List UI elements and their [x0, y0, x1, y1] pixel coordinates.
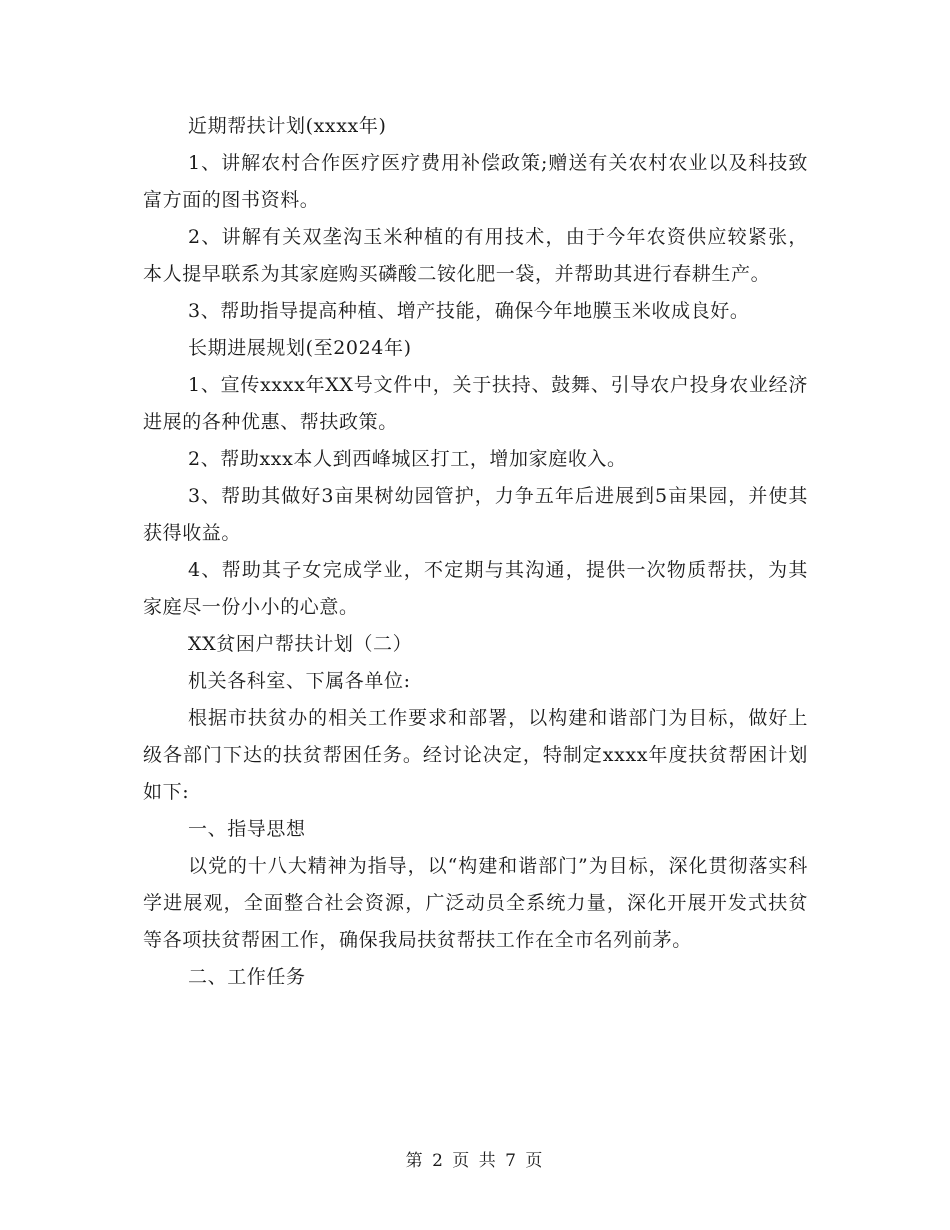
paragraph-heading-short-term-plan: 近期帮扶计划(xxxx年) [188, 115, 387, 137]
paragraph: 根据市扶贫办的相关工作要求和部署，以构建和谐部门为目标，做好上级各部门下达的扶贫帮困任务。经讨论决定，特制定xxxx年度扶贫帮困计划如下: [143, 707, 808, 803]
paragraph: 1、宣传xxxx年XX号文件中，关于扶持、鼓舞、引导农户投身农业经济进展的各种优惠、帮扶政策。 [143, 374, 808, 433]
paragraph: 1、讲解农村合作医疗医疗费用补偿政策;赠送有关农村农业以及科技致富方面的图书资料。 [143, 152, 808, 211]
paragraph: 2、讲解有关双垄沟玉米种植的有用技术，由于今年农资供应较紧张，本人提早联系为其家庭购买磷酸二铵化肥一袋，并帮助其进行春耕生产。 [143, 226, 808, 285]
paragraph: 2、帮助xxx本人到西峰城区打工，增加家庭收入。 [188, 448, 627, 470]
section-heading-work-tasks: 二、工作任务 [188, 966, 306, 988]
paragraph: 以党的十八大精神为指导，以“构建和谐部门”为目标，深化贯彻落实科学进展观，全面整合社会资源，广泛动员全系统力量，深化开展开发式扶贫等各项扶贫帮困工作，确保我局扶贫帮扶工作在全市名列前茅。 [143, 855, 808, 951]
paragraph: 4、帮助其子女完成学业，不定期与其沟通，提供一次物质帮扶，为其家庭尽一份小小的心意。 [143, 559, 808, 618]
paragraph-salutation: 机关各科室、下属各单位: [188, 670, 411, 692]
paragraph: 3、帮助其做好3亩果树幼园管护，力争五年后进展到5亩果园，并使其获得收益。 [143, 485, 808, 544]
document-body [143, 108, 808, 996]
page-number-footer: 第 2 页 共 7 页 [405, 1151, 545, 1171]
paragraph-heading-plan-two: XX贫困户帮扶计划（二） [188, 633, 413, 655]
section-heading-guiding-ideology: 一、指导思想 [188, 818, 306, 840]
paragraph-heading-long-term-plan: 长期进展规划(至2024年) [188, 337, 412, 359]
paragraph: 3、帮助指导提高种植、增产技能，确保今年地膜玉米收成良好。 [188, 300, 750, 322]
